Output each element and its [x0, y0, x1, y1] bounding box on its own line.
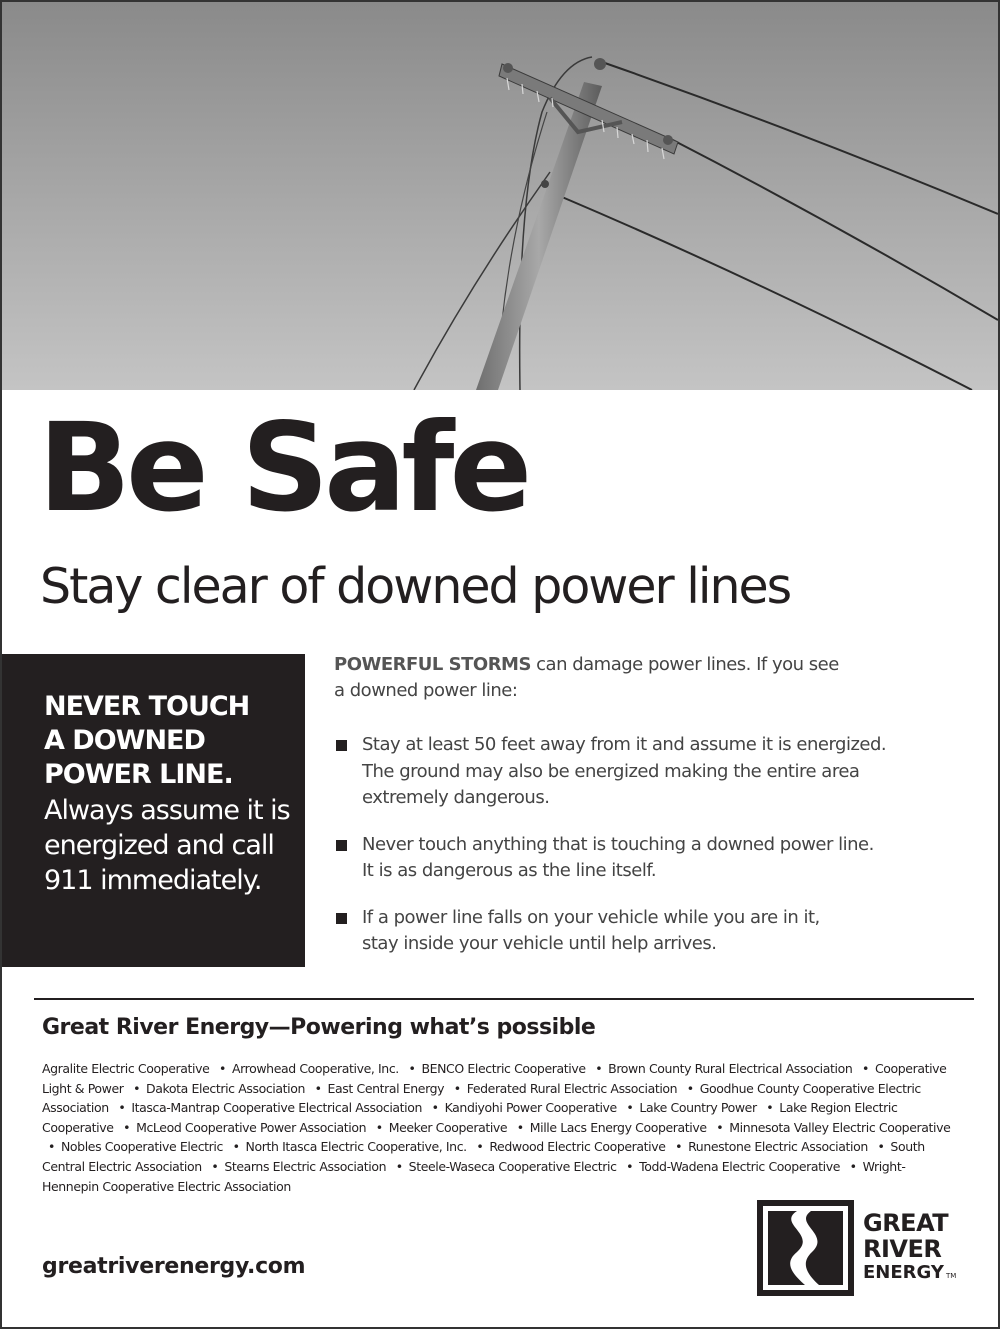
bullet-separator: • — [408, 1061, 416, 1076]
bullet-separator: • — [516, 1119, 524, 1135]
cooperative-name: Minnesota Valley Electric Cooperative — [729, 1119, 951, 1135]
cooperative-name: Stearns Electric Association — [224, 1158, 387, 1174]
logo-line: GREAT — [863, 1209, 949, 1237]
bullet-line: The ground may also be energized making the entire area — [362, 760, 860, 782]
logo-line: RIVER — [863, 1235, 942, 1263]
bullet-separator: • — [686, 1080, 694, 1096]
bullet-line: Never touch anything that is touching a downed power line. — [362, 833, 874, 855]
utility-pole-photo — [2, 2, 998, 390]
bullet-item — [334, 832, 894, 885]
cooperative-name: North Itasca Electric Cooperative, Inc. — [245, 1139, 467, 1155]
tagline: Great River Energy—Powering what’s possible — [42, 1015, 596, 1040]
bullet-separator: • — [861, 1061, 869, 1076]
bullet-separator: • — [431, 1100, 439, 1116]
cooperative-name: Wright-Hennepin Cooperative Electric Association — [42, 1158, 906, 1194]
square-bullet-icon — [336, 913, 347, 924]
bullet-separator: • — [118, 1100, 126, 1116]
cooperative-name: East Central Energy — [327, 1080, 445, 1096]
cooperative-name: Arrowhead Cooperative, Inc. — [231, 1061, 399, 1076]
bullet-separator: • — [375, 1119, 383, 1135]
warning-box — [2, 654, 305, 967]
cooperative-name: Federated Rural Electric Association — [466, 1080, 678, 1096]
warning-line: POWER LINE. — [44, 759, 233, 790]
cooperative-name: Nobles Cooperative Electric — [60, 1139, 223, 1155]
intro-line — [334, 652, 894, 678]
bullet-separator: • — [133, 1080, 141, 1096]
intro-paragraph — [334, 652, 894, 704]
bullet-separator: • — [675, 1139, 683, 1155]
logo-line — [863, 1262, 956, 1287]
cooperative-name: Steele-Waseca Cooperative Electric — [408, 1158, 617, 1174]
cooperative-name: Meeker Cooperative — [388, 1119, 508, 1135]
bullet-line: It is as dangerous as the line itself. — [362, 860, 657, 881]
cooperative-name: Goodhue County Cooperative Electric Association — [42, 1080, 921, 1116]
intro-line: a downed power line: — [334, 680, 518, 701]
cooperative-name: Lake Country Power — [639, 1100, 757, 1116]
bullet-separator: • — [211, 1158, 219, 1174]
cooperative-name: Brown County Rural Electrical Association — [608, 1061, 853, 1076]
bullet-item — [334, 905, 894, 958]
bullet-separator: • — [849, 1158, 857, 1174]
cooperative-name: Runestone Electric Association — [688, 1139, 868, 1155]
headline: Be Safe — [38, 397, 528, 539]
bullet-separator: • — [877, 1139, 885, 1155]
river-s-logo-icon — [757, 1200, 854, 1296]
cooperative-name: South Central Electric Association — [42, 1139, 925, 1174]
bullet-separator: • — [314, 1080, 322, 1096]
subheadline: Stay clear of downed power lines — [40, 558, 791, 615]
bullet-separator: • — [716, 1119, 724, 1135]
bullet-line: extremely dangerous. — [362, 787, 550, 808]
warning-line: energized and call — [44, 830, 274, 861]
bullet-item — [334, 732, 894, 812]
cooperative-name: Cooperative Light & Power — [42, 1061, 947, 1096]
bullet-separator: • — [453, 1080, 461, 1096]
warning-line: A DOWNED — [44, 725, 205, 756]
bullet-line: stay inside your vehicle until help arrives. — [362, 933, 717, 954]
bullet-separator: • — [48, 1139, 55, 1155]
cooperative-name: Lake Region Electric Cooperative — [42, 1100, 898, 1135]
intro-lead: POWERFUL STORMS — [334, 654, 531, 675]
cooperative-name: Redwood Electric Cooperative — [489, 1139, 666, 1155]
cooperative-name: BENCO Electric Cooperative — [421, 1061, 586, 1076]
utility-pole-icon — [2, 2, 998, 390]
square-bullet-icon — [336, 840, 347, 851]
warning-heading — [44, 690, 305, 792]
intro-text: can damage power lines. If you see — [530, 654, 839, 675]
website-link[interactable]: greatriverenergy.com — [42, 1254, 306, 1279]
bullet-separator: • — [232, 1139, 240, 1155]
cooperatives-list — [42, 1059, 952, 1196]
safety-bullets — [334, 732, 894, 978]
bullet-separator: • — [476, 1139, 484, 1155]
cooperative-name: Dakota Electric Association — [146, 1080, 305, 1096]
trademark: TM — [945, 1272, 957, 1280]
cooperative-name: Kandiyohi Power Cooperative — [444, 1100, 617, 1116]
bullet-separator: • — [626, 1158, 634, 1174]
cooperative-name: Itasca-Mantrap Cooperative Electrical Association — [131, 1100, 423, 1116]
bullet-line: Stay at least 50 feet away from it and assume it is energized. — [362, 734, 887, 755]
square-bullet-icon — [336, 740, 347, 751]
bullet-separator: • — [218, 1061, 226, 1076]
divider — [34, 998, 974, 1000]
warning-line: Always assume it is — [44, 795, 290, 826]
warning-line: NEVER TOUCH — [44, 691, 250, 722]
bullet-separator: • — [626, 1100, 634, 1116]
bullet-separator: • — [123, 1119, 131, 1135]
bullet-separator: • — [595, 1061, 603, 1076]
cooperative-name: McLeod Cooperative Power Association — [136, 1119, 367, 1135]
great-river-energy-logo — [757, 1200, 967, 1296]
cooperative-name: Mille Lacs Energy Cooperative — [529, 1119, 707, 1135]
warning-line: 911 immediately. — [44, 865, 262, 896]
bullet-separator: • — [766, 1100, 774, 1116]
cooperative-name: Todd-Wadena Electric Cooperative — [639, 1158, 840, 1174]
bullet-line: If a power line falls on your vehicle while you are in it, — [362, 906, 820, 928]
warning-body — [44, 793, 305, 898]
bullet-separator: • — [395, 1158, 403, 1174]
logo-wordmark — [863, 1210, 956, 1287]
cooperative-name: Agralite Electric Cooperative — [42, 1061, 210, 1076]
logo-energy: ENERGY — [863, 1262, 944, 1283]
